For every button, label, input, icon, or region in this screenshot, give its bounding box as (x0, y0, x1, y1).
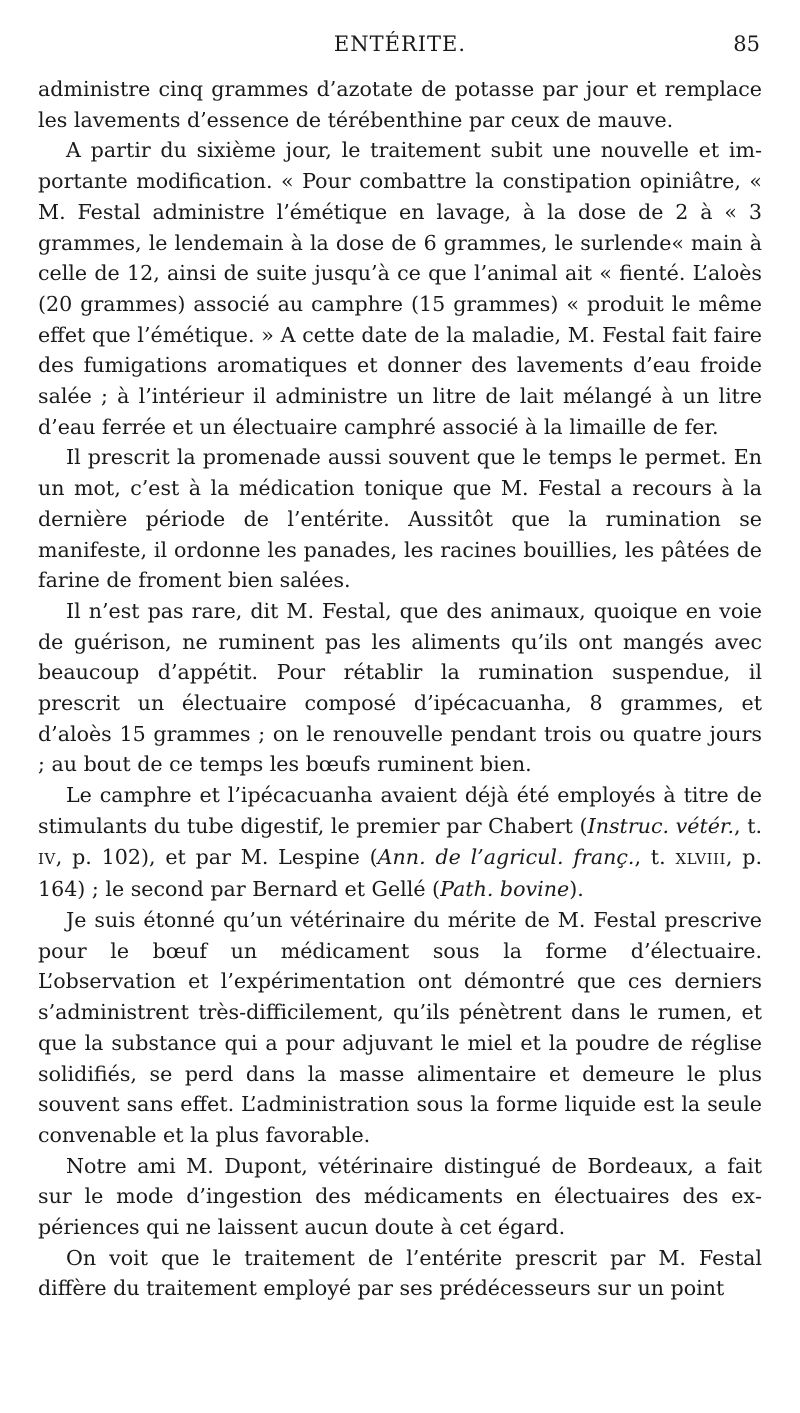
paragraph (38, 442, 762, 596)
text-run: Je suis étonné qu’un vétérinaire du mérite de M. Festal prescrive pour le bœuf un médicament sous la forme d’électuaire. L’observation et l’expérimentation ont démontré que ces derniers s’administrent très-difficilement, qu’ils pénètrent dans le rumen, et que la substance qui a pour adjuvant le miel et la poudre de réglise solidifiés, se perd dans la masse alimentaire et demeure le plus souvent sans effet. L’administration sous la forme liquide est la seule convenable et la plus favorable. (38, 907, 762, 1147)
citation-title: Ann. de l’agricul. franç. (377, 844, 635, 869)
paragraph (38, 780, 762, 905)
text-run: , p. 102), et par M. Lespine ( (55, 844, 378, 869)
text-run: , p. 164) ; le second par Bernard et Gellé ( (38, 844, 762, 902)
paragraph (38, 596, 762, 780)
text-run: Il prescrit la promenade aussi souvent que le temps le permet. En un mot, c’est à la médication tonique que M. Festal a recours à la dernière période de l’entérite. Aussitôt que la rumination se manifeste, il ordonne les panades, les racines bouillies, les pâtées de farine de froment bien salées. (38, 445, 762, 593)
citation-title: Path. bovine (440, 877, 570, 902)
paragraph (38, 135, 762, 442)
body-text (38, 74, 762, 1304)
text-run: , t. (734, 813, 763, 838)
text-run: ). (569, 877, 584, 902)
text-run: administre cinq grammes d’azotate de potasse par jour et remplace les lavements d’essence de térébenthine par ceux de mauve. (38, 77, 762, 132)
text-run: Notre ami M. Dupont, vétérinaire distingué de Bordeaux, a fait sur le mode d’ingestion des médicaments en électuaires des expériences qui ne laissent aucun doute à cet égard. (38, 1153, 762, 1240)
citation-title: Instruc. vétér. (587, 813, 735, 838)
text-run: Il n’est pas rare, dit M. Festal, que des animaux, quoique en voie de guérison, ne ruminent pas les aliments qu’ils ont mangés avec beaucoup d’appétit. Pour rétablir la rumination suspendue, il prescrit un électuaire composé d’ipécacuanha, 8 grammes, et d’aloès 15 grammes ; on le renouvelle pendant trois ou quatre jours ; au bout de ce temps les bœufs ruminent bien. (38, 598, 762, 777)
running-head (38, 30, 762, 64)
paragraph (38, 905, 762, 1151)
page-number: 85 (733, 32, 760, 56)
text-run: , t. (634, 844, 676, 869)
paragraph (38, 1243, 762, 1304)
paragraph (38, 74, 762, 135)
text-run: A partir du sixième jour, le traitement subit une nouvelle et importante modification. « Pour combattre la constipation opiniâtre, « M. Festal administre l’émétique en lavage, à la dose de 2 à « 3 grammes, le lendemain à la dose de 6 grammes, le surlende« main à celle de 12, ainsi de suite jusqu’à ce que l’animal ait « fienté. L’aloès (20 grammes) associé au camphre (15 grammes) « produit le même effet que l’émétique. » A cette date de la maladie, M. Festal fait faire des fumigations aromatiques et donner des lavements d’eau froide salée ; à l’intérieur il administre un litre de lait mélangé à un litre d’eau ferrée et un électuaire camphré associé à la limaille de fer. (38, 138, 762, 439)
text-run: On voit que le traitement de l’entérite prescrit par M. Festal diffère du traitement employé par ses prédécesseurs sur un point (38, 1245, 762, 1301)
text-run: Le camphre et l’ipécacuanha avaient déjà été employés à titre de stimulants du tube digestif, le premier par Chabert ( (38, 783, 762, 838)
volume-numeral: IV (38, 849, 56, 868)
running-title: ENTÉRITE. (333, 32, 467, 56)
volume-numeral: XLVIII (675, 849, 726, 868)
paragraph (38, 1151, 762, 1243)
